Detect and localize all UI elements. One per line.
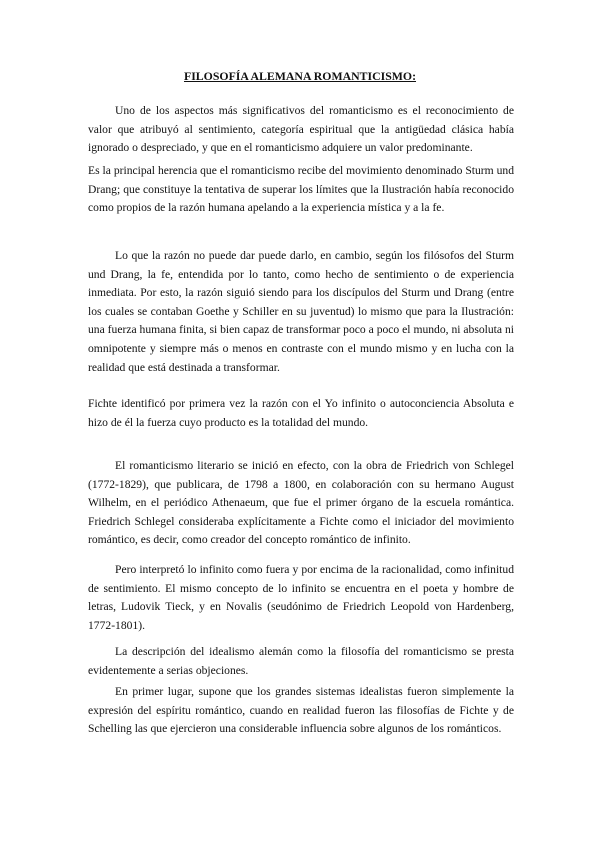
- paragraph-4: Fichte identificó por primera vez la razón con el Yo infinito o autoconciencia Absoluta e hizo de él la fuerza cuyo producto es la totalidad del mundo.: [88, 397, 514, 429]
- document-title: FILOSOFÍA ALEMANA ROMANTICISMO:: [183, 69, 417, 83]
- paragraph-6: Pero interpretó lo infinito como fuera y por encima de la racionalidad, como infinitud de sentimiento. El mismo concepto de lo infinito se encuentra en el poeta y hombre de letras, Ludovik Tieck, y en Novalis (seudónimo de Friedrich Leopold von Hardenberg, 1772-1801).: [88, 563, 514, 632]
- paragraph-5: El romanticismo literario se inició en efecto, con la obra de Friedrich von Schlegel (1772-1829), que publicara, de 1798 a 1800, en colaboración con su hermano August Wilhelm, en el periódico Athenaeum, que fue el primer órgano de la escuela romántica. Friedrich Schlegel consideraba explícitamente a Fichte como el iniciador del movimiento romántico, es decir, como creador del concepto romántico de infinito.: [88, 459, 514, 547]
- paragraph-3: Lo que la razón no puede dar puede darlo, en cambio, según los filósofos del Sturm und Drang, la fe, entendida por lo tanto, como hecho de sentimiento o de experiencia inmediata. Por esto, la razón siguió siendo para los discípulos del Sturm und Drang (entre los cuales se contaban Goethe y Schiller en su juventud) lo mismo que para la Ilustración: una fuerza humana finita, si bien capaz de transformar poco a poco el mundo, ni absoluta ni omnipotente y siempre más o menos en contraste con el mundo mismo y en lucha con la realidad que está destinada a transformar.: [88, 249, 514, 374]
- paragraph-1: Uno de los aspectos más significativos del romanticismo es el reconocimiento de valor que atribuyó al sentimiento, categoría espiritual que la antigüedad clásica había ignorado o despreciado, y que en el romanticismo adquiere un valor predominante.: [88, 104, 514, 155]
- paragraph-8: En primer lugar, supone que los grandes sistemas idealistas fueron simplemente la expresión del espíritu romántico, cuando en realidad fueron las filosofías de Fichte y de Schelling las que ejercieron una considerable influencia sobre algunos de los románticos.: [88, 685, 514, 736]
- paragraph-2: Es la principal herencia que el romanticismo recibe del movimiento denominado Sturm und Drang; que constituye la tentativa de superar los límites que la Ilustración había reconocido como propios de la razón humana apelando a la experiencia mística y a la fe.: [88, 164, 514, 215]
- paragraph-7: La descripción del idealismo alemán como la filosofía del romanticismo se presta evidentemente a serias objeciones.: [88, 645, 514, 677]
